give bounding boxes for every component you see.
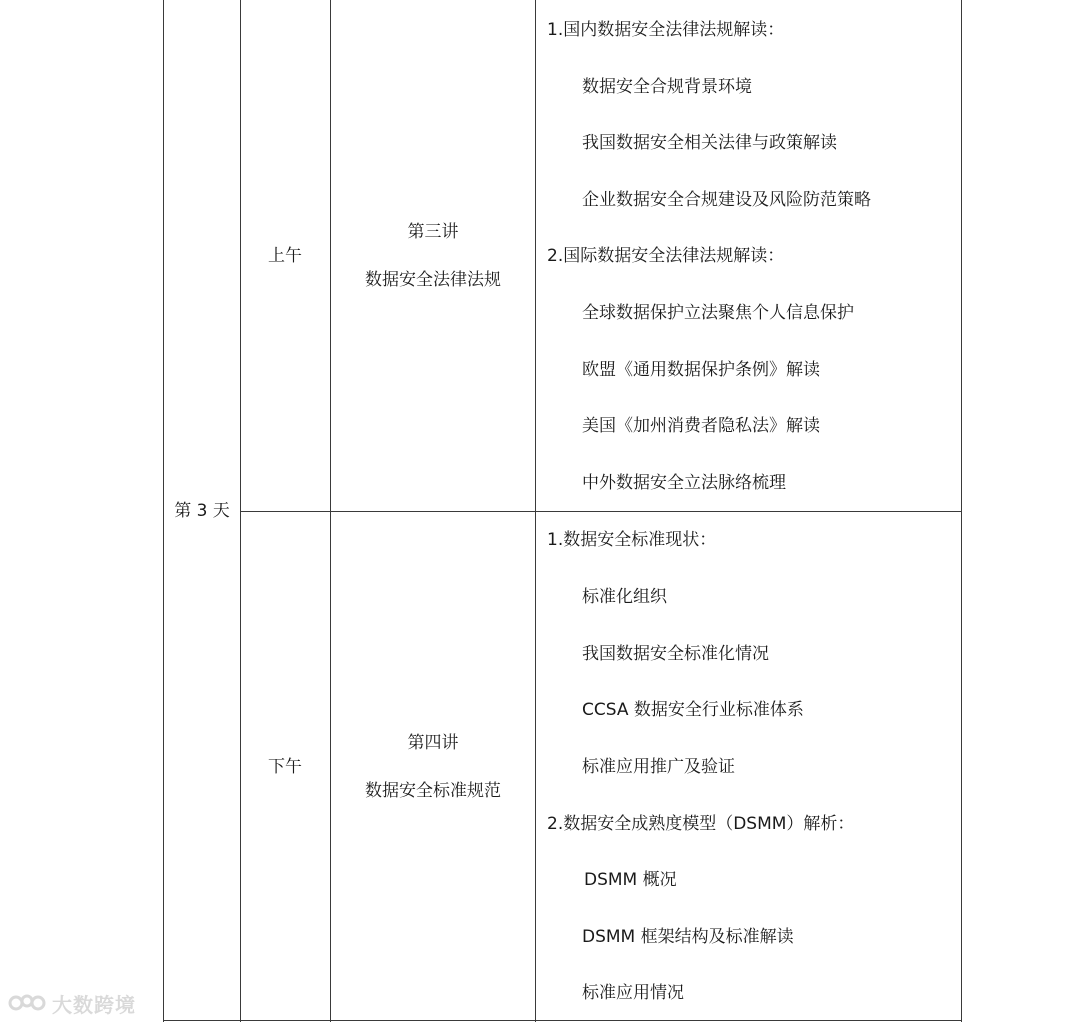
content-item: DSMM 概况 bbox=[584, 870, 677, 890]
watermark bbox=[8, 990, 136, 1016]
content-item: 标准应用情况 bbox=[582, 983, 684, 1003]
content-item: 我国数据安全相关法律与政策解读 bbox=[582, 133, 837, 153]
lecture-cell-afternoon bbox=[365, 732, 501, 802]
content-item: 标准应用推广及验证 bbox=[582, 757, 735, 777]
period-label-afternoon: 下午 bbox=[268, 757, 302, 777]
content-heading: 2.数据安全成熟度模型（DSMM）解析： bbox=[547, 814, 855, 834]
content-heading: 1.国内数据安全法律法规解读： bbox=[547, 20, 785, 40]
watermark-text: 大数跨境 bbox=[52, 992, 136, 1017]
table-border-bottom bbox=[163, 1020, 962, 1021]
content-heading: 2.国际数据安全法律法规解读： bbox=[547, 246, 785, 266]
lecture-title: 数据安全法律法规 bbox=[365, 270, 501, 290]
table-row-divider bbox=[240, 511, 962, 512]
lecture-number: 第四讲 bbox=[407, 733, 459, 753]
content-item: 中外数据安全立法脉络梳理 bbox=[582, 473, 786, 493]
content-item: 数据安全合规背景环境 bbox=[582, 77, 752, 97]
content-item: DSMM 框架结构及标准解读 bbox=[582, 927, 794, 947]
content-item: 欧盟《通用数据保护条例》解读 bbox=[582, 360, 820, 380]
day-label: 第 3 天 bbox=[174, 501, 230, 521]
content-item: 全球数据保护立法聚焦个人信息保护 bbox=[582, 303, 854, 323]
content-item: 标准化组织 bbox=[582, 587, 667, 607]
lecture-cell-morning bbox=[365, 221, 501, 291]
content-item: CCSA 数据安全行业标准体系 bbox=[582, 700, 804, 720]
lecture-number: 第三讲 bbox=[407, 222, 459, 242]
content-heading: 1.数据安全标准现状： bbox=[547, 530, 717, 550]
watermark-logo-icon bbox=[8, 991, 46, 1015]
content-item: 我国数据安全标准化情况 bbox=[582, 644, 769, 664]
lecture-title: 数据安全标准规范 bbox=[365, 781, 501, 801]
period-label-morning: 上午 bbox=[268, 246, 302, 266]
content-item: 美国《加州消费者隐私法》解读 bbox=[582, 416, 820, 436]
content-item: 企业数据安全合规建设及风险防范策略 bbox=[582, 190, 871, 210]
table-border-left bbox=[163, 0, 164, 1022]
